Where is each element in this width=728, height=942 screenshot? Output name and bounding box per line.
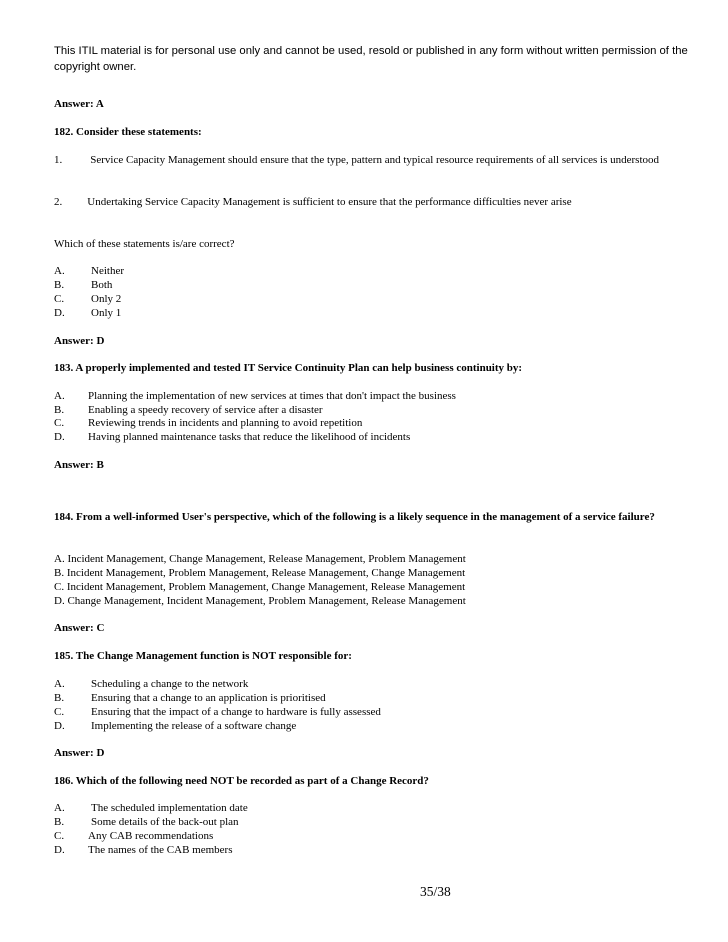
option-letter: D. — [54, 431, 65, 443]
answer-183: Answer: B — [54, 459, 104, 471]
option-text: Neither — [91, 265, 124, 277]
q186-option-a — [54, 801, 248, 815]
option-text: Reviewing trends in incidents and planning to avoid repetition — [88, 417, 363, 429]
option-letter: B. — [54, 816, 65, 828]
q186-option-c — [54, 829, 214, 843]
q183-option-c — [54, 416, 363, 430]
statement-2-number: 2. — [54, 196, 63, 208]
q184-option-d: D. Change Management, Incident Management, Problem Management, Release Management — [54, 595, 466, 607]
option-text: Ensuring that a change to an application is prioritised — [91, 692, 326, 704]
answer-185: Answer: D — [54, 747, 105, 759]
q183-option-b — [54, 403, 323, 417]
option-text: Both — [91, 279, 113, 291]
question-185: 185. The Change Management function is NOT responsible for: — [54, 650, 352, 662]
option-letter: C. — [54, 830, 65, 842]
option-letter: B. — [54, 404, 65, 416]
option-letter: C. — [54, 706, 65, 718]
option-text: Only 1 — [91, 307, 122, 319]
option-letter: C. — [54, 293, 65, 305]
question-182: 182. Consider these statements: — [54, 126, 202, 138]
option-text: Only 2 — [91, 293, 122, 305]
option-text: The names of the CAB members — [88, 844, 233, 856]
statement-2 — [54, 195, 572, 209]
q184-option-c: C. Incident Management, Problem Management, Change Management, Release Management — [54, 581, 466, 593]
q182-option-c — [54, 292, 122, 306]
q182-option-d — [54, 306, 122, 320]
option-letter: A. — [54, 265, 65, 277]
option-text: Planning the implementation of new services at times that don't impact the business — [88, 390, 456, 402]
q184-option-a: A. Incident Management, Change Management, Release Management, Problem Management — [54, 553, 466, 565]
q186-option-d — [54, 843, 233, 857]
answer-181: Answer: A — [54, 98, 104, 110]
q185-option-d — [54, 719, 297, 733]
statement-1-number: 1. — [54, 154, 63, 166]
q185-option-a — [54, 677, 249, 691]
q185-option-b — [54, 691, 326, 705]
option-text: The scheduled implementation date — [91, 802, 248, 814]
option-letter: D. — [54, 844, 65, 856]
question-182-prompt: Which of these statements is/are correct? — [54, 238, 235, 250]
option-letter: B. — [54, 279, 65, 291]
option-letter: A. — [54, 390, 65, 402]
question-183: 183. A properly implemented and tested IT Service Continuity Plan can help business continuity by: — [54, 362, 523, 374]
option-text: Scheduling a change to the network — [91, 678, 249, 690]
q182-option-b — [54, 278, 113, 292]
answer-184: Answer: C — [54, 622, 105, 634]
q183-option-a — [54, 389, 456, 403]
q186-option-b — [54, 815, 239, 829]
option-letter: B. — [54, 692, 65, 704]
question-184: 184. From a well-informed User's perspective, which of the following is a likely sequence in the management of a service failure? — [54, 511, 655, 523]
statement-1-text: Service Capacity Management should ensure that the type, pattern and typical resource requirements of all services is understood — [90, 154, 660, 166]
option-letter: A. — [54, 678, 65, 690]
q184-option-b: B. Incident Management, Problem Management, Release Management, Change Management — [54, 567, 466, 579]
option-letter: D. — [54, 307, 65, 319]
copyright-notice: This ITIL material is for personal use only and cannot be used, resold or published in any form without written permission of the copyright owner. — [54, 45, 688, 73]
question-186: 186. Which of the following need NOT be recorded as part of a Change Record? — [54, 775, 429, 787]
answer-182: Answer: D — [54, 335, 105, 347]
option-text: Having planned maintenance tasks that reduce the likelihood of incidents — [88, 431, 411, 443]
option-text: Implementing the release of a software change — [91, 720, 297, 732]
q185-option-c — [54, 705, 381, 719]
q183-option-d — [54, 430, 411, 444]
page-number: 35/38 — [420, 884, 451, 899]
option-text: Any CAB recommendations — [88, 830, 214, 842]
q182-option-a — [54, 264, 124, 278]
option-text: Ensuring that the impact of a change to hardware is fully assessed — [91, 706, 381, 718]
statement-2-text: Undertaking Service Capacity Management is sufficient to ensure that the performance difficulties never arise — [87, 196, 572, 208]
option-text: Enabling a speedy recovery of service after a disaster — [88, 404, 323, 416]
option-letter: C. — [54, 417, 65, 429]
statement-1 — [54, 153, 674, 168]
option-text: Some details of the back-out plan — [91, 816, 239, 828]
option-letter: A. — [54, 802, 65, 814]
option-letter: D. — [54, 720, 65, 732]
